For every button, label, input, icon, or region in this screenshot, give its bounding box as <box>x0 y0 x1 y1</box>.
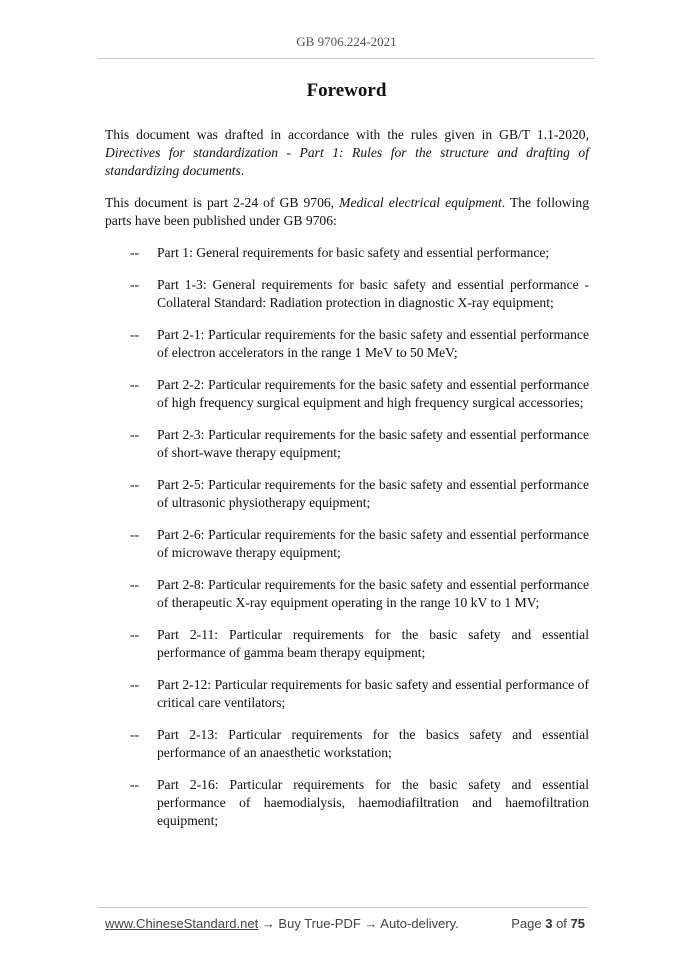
text: This document is part 2-24 of GB 9706, <box>105 195 340 210</box>
list-item <box>105 476 589 512</box>
list-marker: -- <box>130 477 140 492</box>
list-item <box>105 676 589 712</box>
text: This document was drafted in accordance with the rules given in GB/T 1.1-2020, <box>105 127 589 142</box>
current-page: 3 <box>545 916 553 931</box>
list-item <box>105 526 589 562</box>
footer-left <box>105 916 459 931</box>
list-item <box>105 276 589 312</box>
paragraph-parts-intro <box>105 194 589 230</box>
list-item <box>105 376 589 412</box>
list-item-text: Part 2-6: Particular requirements for the basic safety and essential performance of microwave therapy equipment; <box>157 527 589 560</box>
list-item <box>105 576 589 612</box>
list-item-text: Part 2-5: Particular requirements for the basic safety and essential performance of ultrasonic physiotherapy equipment; <box>157 477 589 510</box>
list-marker: -- <box>130 427 140 442</box>
list-item-text: Part 1: General requirements for basic safety and essential performance; <box>157 245 550 260</box>
running-header: GB 9706.224-2021 <box>296 34 397 49</box>
footer-tagline: → Buy True-PDF → Auto-delivery. <box>258 916 459 931</box>
page-title: Foreword <box>306 80 387 101</box>
list-marker: -- <box>130 727 140 742</box>
page-label: Page <box>511 916 542 931</box>
list-marker: -- <box>130 677 140 692</box>
list-marker: -- <box>130 277 140 292</box>
list-marker: -- <box>130 377 140 392</box>
document-body <box>105 126 589 844</box>
list-marker: -- <box>130 245 140 260</box>
list-item <box>105 326 589 362</box>
list-marker: -- <box>130 627 140 642</box>
list-item-text: Part 2-12: Particular requirements for basic safety and essential performance of critical care ventilators; <box>157 677 589 710</box>
list-item-text: Part 2-11: Particular requirements for the basic safety and essential performance of gamma beam therapy equipment; <box>157 627 589 660</box>
paragraph-drafting-rules <box>105 126 589 180</box>
list-item-text: Part 1-3: General requirements for basic safety and essential performance - Collateral Standard: Radiation protection in diagnostic X-ray equipment; <box>157 277 589 310</box>
list-item <box>105 244 589 262</box>
list-item-text: Part 2-13: Particular requirements for the basics safety and essential performance of an anaesthetic workstation; <box>157 727 589 760</box>
website-link[interactable]: www.ChineseStandard.net <box>105 916 259 931</box>
list-item <box>105 726 589 762</box>
list-item <box>105 776 589 830</box>
italic-citation: Directives for standardization - Part 1: Rules for the structure and drafting of standardizing documents <box>105 145 589 178</box>
parts-list <box>105 244 589 830</box>
list-item-text: Part 2-3: Particular requirements for the basic safety and essential performance of short-wave therapy equipment; <box>157 427 589 460</box>
page-number <box>511 916 585 931</box>
text: . The following parts have been published under GB 9706: <box>105 195 589 228</box>
of-label: of <box>556 916 567 931</box>
list-marker: -- <box>130 777 140 792</box>
footer-divider <box>98 907 588 908</box>
list-item <box>105 626 589 662</box>
text: . <box>240 163 245 178</box>
italic-title: Medical electrical equipment <box>339 195 502 210</box>
list-item-text: Part 2-1: Particular requirements for the basic safety and essential performance of electron accelerators in the range 1 MeV to 50 MeV; <box>157 327 589 360</box>
list-marker: -- <box>130 577 140 592</box>
list-item-text: Part 2-2: Particular requirements for the basic safety and essential performance of high frequency surgical equipment and high frequency surgical accessories; <box>157 377 589 410</box>
page-footer <box>105 916 585 931</box>
header-divider <box>98 58 595 59</box>
list-marker: -- <box>130 527 140 542</box>
list-item-text: Part 2-16: Particular requirements for the basic safety and essential performance of haemodialysis, haemodiafiltration and haemofiltration equipment; <box>157 777 589 828</box>
total-pages: 75 <box>570 916 585 931</box>
list-marker: -- <box>130 327 140 342</box>
list-item <box>105 426 589 462</box>
list-item-text: Part 2-8: Particular requirements for the basic safety and essential performance of therapeutic X-ray equipment operating in the range 10 kV to 1 MV; <box>157 577 589 610</box>
